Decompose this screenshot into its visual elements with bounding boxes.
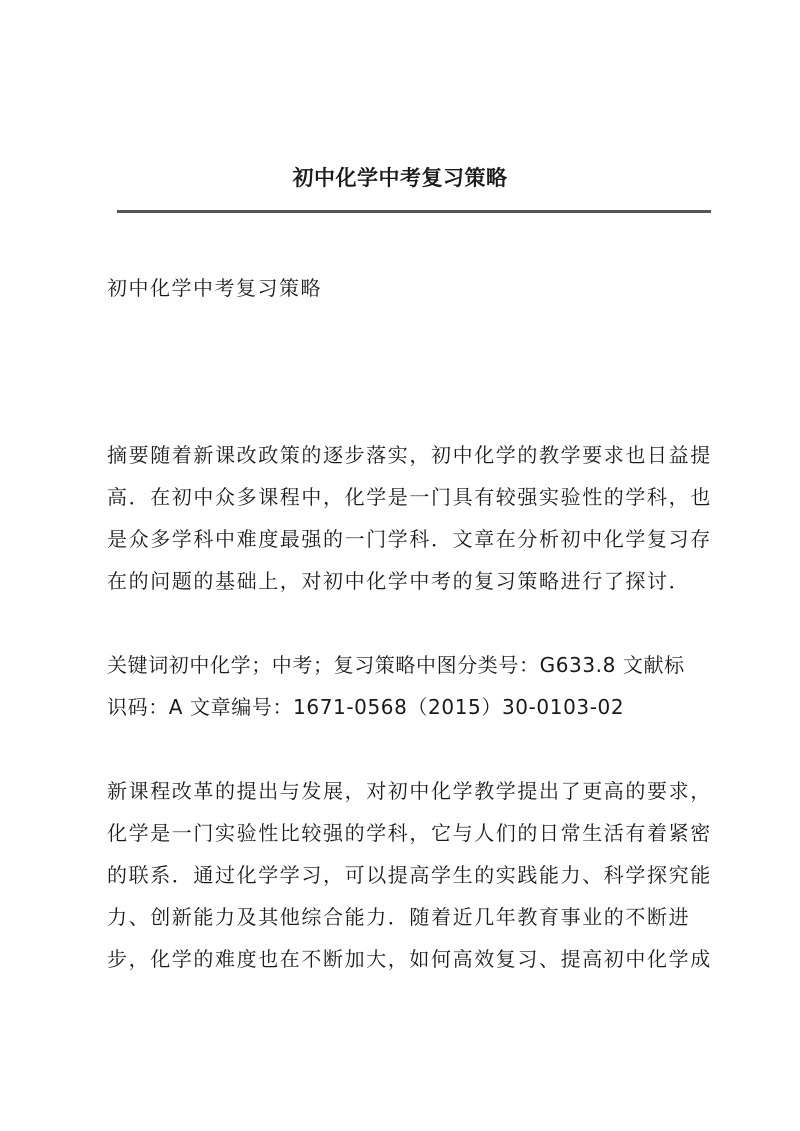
- document-title: 初中化学中考复习策略: [292, 165, 508, 190]
- keywords-line: 识码：A 文章编号：1671-0568（2015）30-0103-02: [107, 695, 625, 719]
- abstract-line: 在的问题的基础上，对初中化学中考的复习策略进行了探讨．: [107, 569, 691, 593]
- keywords-line: 关键词初中化学；中考；复习策略中图分类号：G633.8 文献标: [107, 653, 685, 677]
- intro-line: 化学是一门实验性比较强的学科，它与人们的日常生活有着紧密: [107, 821, 712, 845]
- abstract-line: 摘要随着新课改政策的逐步落实，初中化学的教学要求也日益提: [107, 443, 712, 467]
- intro-line: 力、创新能力及其他综合能力．随着近几年教育事业的不断进: [107, 905, 691, 929]
- abstract-line: 是众多学科中难度最强的一门学科．文章在分析初中化学复习存: [107, 527, 712, 551]
- article-heading: 初中化学中考复习策略: [107, 276, 322, 300]
- intro-line: 新课程改革的提出与发展，对初中化学教学提出了更高的要求，: [107, 779, 712, 803]
- abstract-paragraph: [107, 434, 717, 602]
- intro-paragraph: [107, 770, 717, 980]
- intro-line: 的联系．通过化学学习，可以提高学生的实践能力、科学探究能: [107, 863, 712, 887]
- abstract-line: 高．在初中众多课程中，化学是一门具有较强实验性的学科，也: [107, 485, 712, 509]
- keywords-paragraph: [107, 644, 717, 728]
- title-divider: [117, 210, 711, 213]
- intro-line: 步，化学的难度也在不断加大，如何高效复习、提高初中化学成: [107, 947, 712, 971]
